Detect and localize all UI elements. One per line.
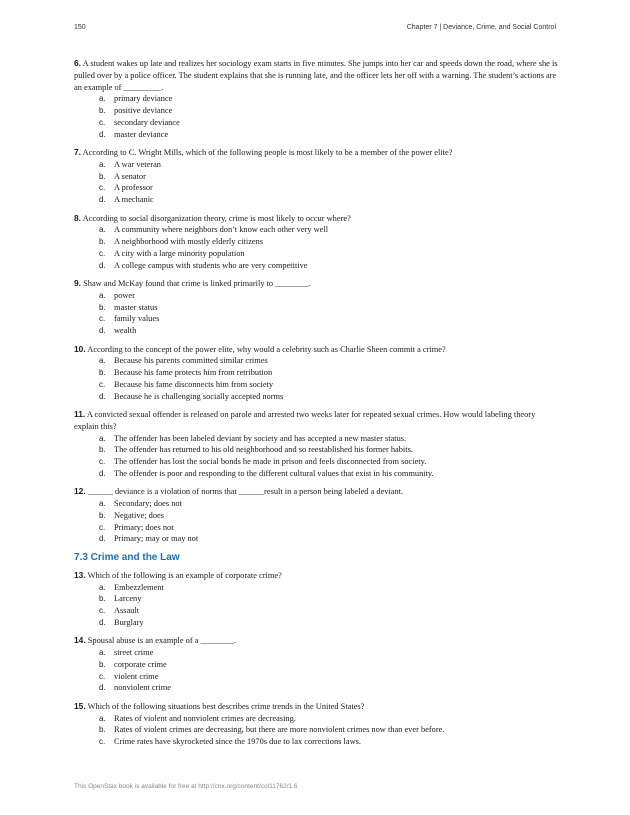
option-letter: b. [99, 368, 106, 378]
option-letter: a. [99, 225, 106, 235]
answer-options [74, 355, 558, 402]
answer-options [74, 433, 558, 480]
option-letter: a. [99, 713, 106, 723]
option-text: secondary deviance [114, 117, 180, 127]
page-content [74, 58, 558, 754]
answer-options [74, 647, 558, 694]
answer-option [74, 290, 558, 302]
option-text: A professor [114, 183, 153, 193]
option-text: primary deviance [114, 94, 173, 104]
answer-option [74, 510, 558, 522]
option-letter: d. [99, 683, 106, 693]
option-text: A war veteran [114, 159, 161, 169]
answer-option [74, 391, 558, 403]
option-text: master deviance [114, 129, 169, 139]
option-letter: b. [99, 302, 106, 312]
option-letter: b. [99, 445, 106, 455]
option-text: Assault [114, 606, 140, 616]
option-letter: d. [99, 534, 106, 544]
question-text: Which of the following situations best describes crime trends in the United States? [87, 701, 365, 711]
answer-option [74, 605, 558, 617]
option-letter: c. [99, 314, 106, 324]
option-text: violent crime [114, 671, 159, 681]
question-number: 9. [74, 278, 81, 289]
answer-option [74, 325, 558, 337]
answer-options [74, 582, 558, 629]
answer-option [74, 355, 558, 367]
answer-options [74, 498, 558, 545]
option-letter: b. [99, 725, 106, 735]
answer-option [74, 224, 558, 236]
question-text: ______ deviance is a violation of norms that ______result in a person being labeled a deviant. [87, 487, 404, 497]
question-text: Which of the following is an example of corporate crime? [87, 570, 282, 580]
option-text: Rates of violent and nonviolent crimes are decreasing. [114, 713, 296, 723]
option-text: nonviolent crime [114, 683, 171, 693]
option-text: wealth [114, 326, 137, 336]
question-7 [74, 147, 558, 206]
answer-option [74, 129, 558, 141]
option-text: positive deviance [114, 106, 173, 116]
answer-option [74, 367, 558, 379]
answer-option [74, 468, 558, 480]
question-number: 7. [74, 147, 81, 158]
answer-option [74, 248, 558, 260]
option-letter: c. [99, 606, 106, 616]
option-letter: a. [99, 159, 106, 169]
question-number: 11. [74, 409, 86, 420]
option-letter: b. [99, 106, 106, 116]
answer-option [74, 593, 558, 605]
option-letter: b. [99, 237, 106, 247]
option-text: Because his fame protects him from retribution [114, 368, 273, 378]
answer-options [74, 713, 558, 748]
option-text: Secondary; does not [114, 499, 182, 509]
question-14 [74, 635, 558, 694]
answer-option [74, 236, 558, 248]
answer-option [74, 433, 558, 445]
answer-option [74, 724, 558, 736]
page-footer: This OpenStax book is available for free at http://cnx.org/content/col11762/1.6 [74, 783, 298, 790]
option-text: Burglary [114, 617, 144, 627]
question-10 [74, 344, 558, 403]
answer-option [74, 582, 558, 594]
question-text: A convicted sexual offender is released on parole and arrested two weeks later for repeated sexual crimes. How would labeling theory explain this? [74, 410, 536, 431]
question-9 [74, 278, 558, 337]
answer-option [74, 659, 558, 671]
option-letter: d. [99, 195, 106, 205]
answer-option [74, 456, 558, 468]
question-text: According to C. Wright Mills, which of the following people is most likely to be a member of the power elite? [82, 148, 453, 158]
answer-option [74, 379, 558, 391]
option-letter: c. [99, 117, 106, 127]
option-text: The offender is poor and responding to the different cultural values that exist in his community. [114, 469, 434, 478]
answer-option [74, 533, 558, 545]
question-15 [74, 701, 558, 748]
option-letter: a. [99, 290, 106, 300]
page-number: 150 [74, 24, 86, 31]
option-letter: d. [99, 326, 106, 336]
question-number: 13. [74, 569, 86, 580]
option-letter: a. [99, 648, 106, 658]
option-text: Negative; does [114, 510, 165, 520]
option-text: corporate crime [114, 659, 167, 669]
answer-option [74, 444, 558, 456]
option-text: Primary; does not [114, 522, 174, 532]
option-text: A mechanic [114, 195, 154, 205]
option-letter: d. [99, 391, 106, 401]
answer-option [74, 736, 558, 748]
option-text: A community where neighbors don’t know each other very well [114, 225, 329, 235]
option-letter: c. [99, 379, 106, 389]
question-text: According to social disorganization theory, crime is most likely to occur where? [82, 213, 351, 223]
answer-option [74, 671, 558, 683]
question-12 [74, 486, 558, 545]
option-text: Because his parents committed similar crimes [114, 356, 268, 366]
answer-option [74, 617, 558, 629]
answer-option [74, 498, 558, 510]
option-text: Embezzlement [114, 582, 164, 592]
question-number: 10. [74, 343, 86, 354]
option-letter: a. [99, 582, 106, 592]
question-text: According to the concept of the power elite, why would a celebrity such as Charlie Sheen commit a crime? [87, 344, 446, 354]
option-letter: d. [99, 129, 106, 139]
option-letter: a. [99, 499, 106, 509]
option-letter: b. [99, 510, 106, 520]
page-header [74, 24, 556, 36]
answer-option [74, 647, 558, 659]
option-text: Rates of violent crimes are decreasing, but there are more nonviolent crimes now than ever before. [114, 725, 445, 735]
option-letter: d. [99, 617, 106, 627]
answer-option [74, 682, 558, 694]
option-text: A neighborhood with mostly elderly citizens [114, 237, 264, 247]
option-text: Because he is challenging socially accepted norms [114, 391, 284, 401]
option-letter: b. [99, 594, 106, 604]
option-letter: c. [99, 457, 106, 467]
option-letter: a. [99, 94, 106, 104]
option-text: power [114, 290, 135, 300]
option-text: Because his fame disconnects him from society [114, 379, 274, 389]
question-number: 8. [74, 212, 81, 223]
answer-option [74, 302, 558, 314]
option-text: master status [114, 302, 158, 312]
question-8 [74, 213, 558, 272]
answer-option [74, 522, 558, 534]
answer-option [74, 194, 558, 206]
answer-option [74, 117, 558, 129]
option-text: street crime [114, 648, 154, 658]
option-letter: a. [99, 433, 106, 443]
option-letter: b. [99, 659, 106, 669]
answer-options [74, 224, 558, 271]
option-text: A senator [114, 171, 146, 181]
option-text: A college campus with students who are very competitive [114, 260, 308, 270]
option-letter: c. [99, 248, 106, 258]
answer-option [74, 182, 558, 194]
question-number: 6. [74, 58, 81, 68]
option-text: The offender has been labeled deviant by society and has accepted a new master status. [114, 433, 407, 443]
question-number: 12. [74, 486, 86, 497]
question-13 [74, 570, 558, 629]
question-number: 15. [74, 700, 86, 711]
answer-options [74, 290, 558, 337]
question-text: Spousal abuse is an example of a ________. [87, 636, 237, 646]
answer-option [74, 313, 558, 325]
answer-option [74, 159, 558, 171]
option-letter: c. [99, 522, 106, 532]
question-11 [74, 409, 558, 480]
question-number: 14. [74, 635, 86, 646]
answer-options [74, 159, 558, 206]
option-text: The offender has returned to his old neighborhood and so reestablished his former habits. [114, 445, 413, 455]
option-letter: c. [99, 671, 106, 681]
chapter-title: Chapter 7 | Deviance, Crime, and Social Control [406, 24, 556, 31]
option-letter: d. [99, 260, 106, 270]
option-text: family values [114, 314, 160, 324]
option-letter: b. [99, 171, 106, 181]
answer-option [74, 260, 558, 272]
option-text: Crime rates have skyrocketed since the 1970s due to lax corrections laws. [114, 737, 361, 747]
question-text: A student wakes up late and realizes her sociology exam starts in five minutes. She jumps into her car and speeds down the road, where she is pulled over by a police officer. The student explains that she is running late, and the officer lets her off with a warning. The student’s actions are an example of _________. [74, 59, 558, 92]
option-text: The offender has lost the social bonds he made in prison and feels disconnected from society. [114, 457, 427, 467]
option-text: Primary; may or may not [114, 534, 199, 544]
option-letter: d. [99, 469, 106, 478]
option-text: A city with a large minority population [114, 248, 245, 258]
question-text: Shaw and McKay found that crime is linked primarily to ________. [83, 279, 311, 289]
answer-option [74, 171, 558, 183]
answer-option [74, 93, 558, 105]
answer-option [74, 105, 558, 117]
answer-option [74, 713, 558, 725]
option-letter: c. [99, 737, 106, 747]
section-heading: 7.3 Crime and the Law [74, 551, 180, 563]
answer-options [74, 93, 558, 140]
option-letter: a. [99, 356, 106, 366]
question-6 [74, 58, 558, 141]
option-letter: c. [99, 183, 106, 193]
option-text: Larceny [114, 594, 142, 604]
